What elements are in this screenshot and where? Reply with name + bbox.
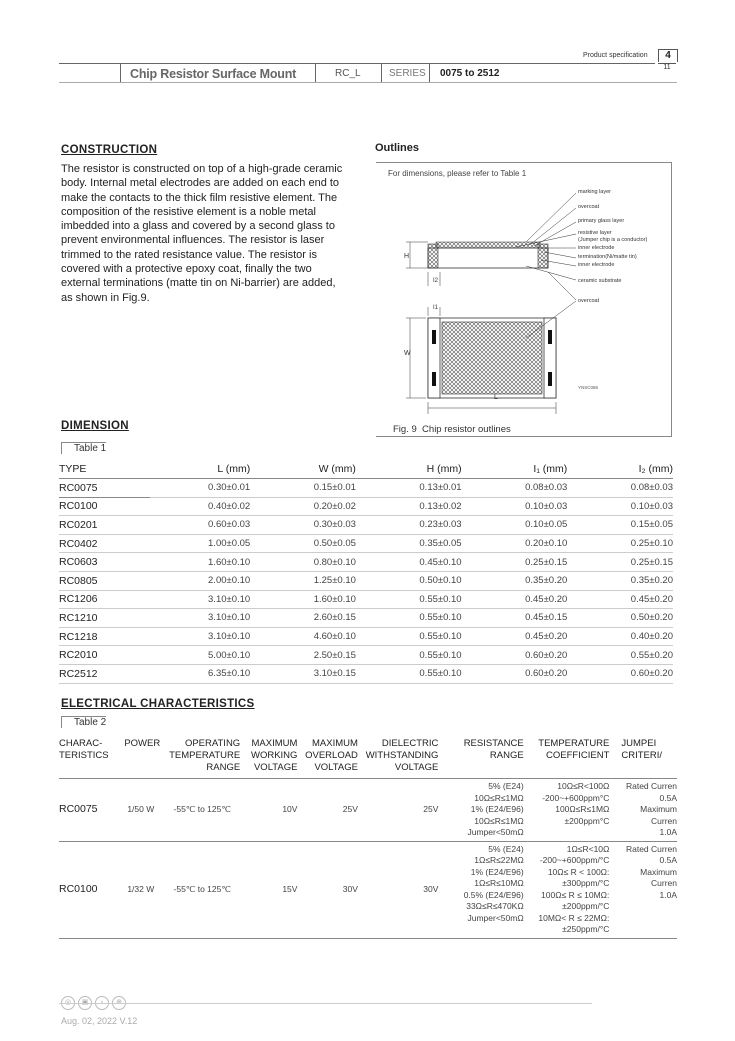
tcr-line: 100Ω≤R≤1MΩ bbox=[555, 804, 610, 814]
col-type: TYPE bbox=[59, 460, 150, 479]
col-h: H (mm) bbox=[356, 460, 462, 479]
dimension-cell: 0.60±0.20 bbox=[567, 664, 673, 683]
header-line: RESISTANCE bbox=[463, 738, 524, 749]
dimension-cell: 3.10±0.15 bbox=[250, 664, 356, 683]
type-cell: RC2512 bbox=[59, 664, 150, 683]
type-cell: RC1218 bbox=[59, 627, 150, 646]
dimension-cell: 0.45±0.20 bbox=[567, 590, 673, 609]
dimension-cell: 2.00±0.10 bbox=[150, 571, 251, 590]
dimension-cell: 0.55±0.10 bbox=[356, 627, 462, 646]
resistance-cell bbox=[442, 779, 527, 842]
label-ceramic-substrate: ceramic substrate bbox=[578, 278, 622, 284]
column-header bbox=[442, 736, 527, 779]
table-row bbox=[59, 664, 673, 683]
dimension-cell: 0.55±0.10 bbox=[356, 609, 462, 628]
header-line: VOLTAGE bbox=[394, 762, 439, 773]
col-l: L (mm) bbox=[150, 460, 251, 479]
column-header bbox=[244, 736, 301, 779]
dimension-cell: 0.23±0.03 bbox=[356, 516, 462, 535]
col-w: W (mm) bbox=[250, 460, 356, 479]
dimension-cell: 0.08±0.03 bbox=[462, 479, 568, 498]
power-cell: 1/50 W bbox=[121, 779, 164, 842]
label-inner-electrode: inner electrode bbox=[578, 245, 615, 251]
header-line: RANGE bbox=[489, 750, 524, 761]
column-header bbox=[301, 736, 361, 779]
type-cell: RC0402 bbox=[59, 534, 150, 553]
dimension-cell: 0.45±0.20 bbox=[462, 590, 568, 609]
resistance-line: 1Ω≤R≤22MΩ bbox=[474, 855, 524, 865]
header-line: DIELECTRIC bbox=[381, 738, 439, 749]
dimension-cell: 0.20±0.10 bbox=[462, 534, 568, 553]
column-header bbox=[528, 736, 614, 779]
jumper-line: Curren bbox=[651, 815, 677, 826]
header-line: CHARAC- bbox=[59, 738, 103, 749]
dimension-cell: 0.08±0.03 bbox=[567, 479, 673, 498]
dielectric-cell: 25V bbox=[362, 779, 442, 842]
dimension-cell: 2.60±0.15 bbox=[250, 609, 356, 628]
temp-cell: -55℃ to 125℃ bbox=[164, 841, 244, 938]
column-header bbox=[59, 736, 121, 779]
certification-mark-icon: ◎ bbox=[61, 996, 75, 1010]
dimension-table bbox=[59, 460, 673, 684]
header-divider bbox=[381, 63, 382, 82]
jumper-line: Rated Curren bbox=[625, 843, 677, 854]
construction-text: The resistor is constructed on top of a high-grade ceramic body. Internal metal electrodes are added on each end to make the contacts to the thick film resistive element. The composition of the resistive element is a noble metal imbedded into a glass and covered by a second glass to prevent environmental influences. The resistor is laser trimmed to the rated resistance value. The resistor is covered with a protective epoxy coat, finally the two external terminations (matte tin on Ni-barrier) are added, as shown in Fig.9. bbox=[61, 163, 343, 304]
jumper-line: 1.0A bbox=[659, 827, 677, 837]
table-row bbox=[59, 479, 673, 498]
header-line: OVERLOAD bbox=[305, 750, 358, 761]
construction-heading: CONSTRUCTION bbox=[61, 144, 158, 156]
figure-caption bbox=[393, 424, 511, 435]
label-marking-layer: marking layer bbox=[578, 189, 612, 195]
jumper-line: 0.5A bbox=[659, 855, 677, 865]
dimension-cell: 0.35±0.05 bbox=[356, 534, 462, 553]
type-cell: RC2010 bbox=[59, 646, 150, 665]
dimension-cell: 0.10±0.05 bbox=[462, 516, 568, 535]
table-row bbox=[59, 497, 673, 516]
series-label: SERIES bbox=[389, 68, 426, 79]
table-row bbox=[59, 571, 673, 590]
certification-mark-icon: ▣ bbox=[78, 996, 92, 1010]
footer-rule bbox=[59, 1003, 592, 1004]
header-line: CRITERI/ bbox=[621, 750, 663, 761]
dimension-cell: 0.15±0.05 bbox=[567, 516, 673, 535]
overload-cell: 30V bbox=[301, 841, 361, 938]
resistance-line: Jumper<50mΩ bbox=[467, 827, 524, 837]
dimension-cell: 0.60±0.20 bbox=[462, 664, 568, 683]
figure-number: Fig. 9 bbox=[393, 424, 417, 435]
col-i2: I₂ (mm) bbox=[567, 460, 673, 479]
electrical-heading: ELECTRICAL CHARACTERISTICS bbox=[61, 698, 255, 710]
revision-date: Aug. 02, 2022 V.12 bbox=[61, 1016, 138, 1026]
dimension-cell: 3.10±0.10 bbox=[150, 590, 251, 609]
type-cell: RC0201 bbox=[59, 516, 150, 535]
dimension-cell: 0.55±0.10 bbox=[356, 664, 462, 683]
tcr-line: -200~+600ppm°C bbox=[542, 792, 610, 803]
resistance-line: 5% (E24) bbox=[488, 843, 524, 854]
header-line: TEMPERATURE bbox=[169, 750, 241, 761]
label-primary-glass: primary glass layer bbox=[578, 218, 625, 224]
dim-w-label: W bbox=[404, 350, 411, 357]
dimension-cell: 6.35±0.10 bbox=[150, 664, 251, 683]
resistance-line: 1Ω≤R≤10MΩ bbox=[474, 878, 524, 888]
table2-label: Table 2 bbox=[61, 716, 106, 728]
dimension-cell: 0.40±0.20 bbox=[567, 627, 673, 646]
dimension-heading: DIMENSION bbox=[61, 420, 129, 432]
page-number: 4 bbox=[658, 49, 678, 62]
tcr-line: 1Ω≤R<10Ω bbox=[566, 843, 610, 854]
column-header bbox=[613, 736, 677, 779]
header-bottom-rule bbox=[59, 82, 677, 83]
resistance-line: 33Ω≤R≤470KΩ bbox=[466, 901, 524, 911]
dimension-cell: 0.80±0.10 bbox=[250, 553, 356, 572]
tcr-line: 10Ω≤R<100Ω bbox=[557, 781, 610, 791]
dimension-cell: 0.10±0.03 bbox=[462, 497, 568, 516]
chip-resistor-diagram bbox=[376, 162, 672, 436]
tcr-line: -200~+600ppm/°C bbox=[539, 855, 610, 865]
header-divider bbox=[315, 63, 316, 82]
header-line: RANGE bbox=[206, 762, 241, 773]
column-header bbox=[362, 736, 442, 779]
header-line: MAXIMUM bbox=[251, 738, 298, 749]
dimension-cell: 0.30±0.01 bbox=[150, 479, 251, 498]
dimension-cell: 0.13±0.02 bbox=[356, 497, 462, 516]
header-line: TEMPERATURE bbox=[538, 738, 610, 749]
total-pages: 11 bbox=[658, 63, 676, 71]
working-cell: 15V bbox=[244, 841, 301, 938]
figure-code: YNSC086 bbox=[578, 385, 599, 390]
dimension-cell: 0.25±0.15 bbox=[462, 553, 568, 572]
certification-mark-icon: ♁ bbox=[95, 996, 109, 1010]
tcr-line: ±200ppm°C bbox=[564, 815, 610, 826]
dimension-cell: 0.13±0.01 bbox=[356, 479, 462, 498]
spec-label: Product specification bbox=[583, 52, 648, 59]
tcr-line: 10MΩ< R ≤ 22MΩ: bbox=[538, 912, 610, 923]
type-cell: RC0805 bbox=[59, 571, 150, 590]
header-line: WORKING bbox=[250, 750, 298, 761]
figure-caption-text: Chip resistor outlines bbox=[422, 424, 511, 435]
label-termination: termination(Ni/matte tin) bbox=[578, 254, 637, 260]
type-cell: RC1206 bbox=[59, 590, 150, 609]
dimension-cell: 1.60±0.10 bbox=[250, 590, 356, 609]
certification-mark-icon: ⊕ bbox=[112, 996, 126, 1010]
header-line: POWER bbox=[124, 738, 161, 749]
table-row bbox=[59, 590, 673, 609]
tcr-cell bbox=[528, 779, 614, 842]
dimension-cell: 4.60±0.10 bbox=[250, 627, 356, 646]
header-line: COEFFICIENT bbox=[546, 750, 610, 761]
resistance-line: 10Ω≤R≤1MΩ bbox=[474, 815, 524, 826]
dimension-cell: 1.00±0.05 bbox=[150, 534, 251, 553]
jumper-line: Curren bbox=[651, 878, 677, 888]
type-cell: RC0075 bbox=[59, 779, 121, 842]
dim-h-label: H bbox=[404, 253, 410, 260]
dimension-cell: 0.55±0.10 bbox=[356, 646, 462, 665]
label-inner-electrode-2: inner electrode bbox=[578, 262, 615, 268]
dim-i1-label: I1 bbox=[433, 305, 439, 311]
dimension-cell: 3.10±0.10 bbox=[150, 627, 251, 646]
table-row bbox=[59, 646, 673, 665]
header-line: OPERATING bbox=[184, 738, 241, 749]
dimension-cell: 0.25±0.10 bbox=[567, 534, 673, 553]
figure-note: For dimensions, please refer to Table 1 bbox=[388, 169, 527, 178]
header-line: JUMPEI bbox=[621, 738, 657, 749]
dimension-cell: 0.20±0.02 bbox=[250, 497, 356, 516]
col-i1: I₁ (mm) bbox=[462, 460, 568, 479]
dimension-cell: 0.30±0.03 bbox=[250, 516, 356, 535]
overload-cell: 25V bbox=[301, 779, 361, 842]
header-line: WITHSTANDING bbox=[365, 750, 439, 761]
outlines-heading: Outlines bbox=[375, 142, 420, 154]
header-divider bbox=[120, 63, 121, 82]
dimension-cell: 0.50±0.05 bbox=[250, 534, 356, 553]
dim-i2-label: I2 bbox=[433, 278, 439, 284]
electrical-table bbox=[59, 736, 677, 939]
dimension-cell: 0.45±0.15 bbox=[462, 609, 568, 628]
temp-cell: -55℃ to 125℃ bbox=[164, 779, 244, 842]
label-overcoat: overcoat bbox=[578, 204, 600, 210]
table-row bbox=[59, 779, 677, 842]
dimension-cell: 0.55±0.20 bbox=[567, 646, 673, 665]
tcr-line: ±200ppm/°C bbox=[562, 901, 610, 911]
header-line: VOLTAGE bbox=[314, 762, 358, 773]
dimension-cell: 0.50±0.20 bbox=[567, 609, 673, 628]
jumper-cell bbox=[613, 841, 677, 938]
dimension-cell: 2.50±0.15 bbox=[250, 646, 356, 665]
resistance-line: 1% (E24/E96) bbox=[470, 866, 524, 877]
resistance-cell bbox=[442, 841, 527, 938]
jumper-line: Maximum bbox=[640, 866, 677, 877]
resistance-line: 0.5% (E24/E96) bbox=[463, 889, 524, 900]
tcr-cell bbox=[528, 841, 614, 938]
dimension-cell: 0.25±0.15 bbox=[567, 553, 673, 572]
dimension-cell: 0.15±0.01 bbox=[250, 479, 356, 498]
column-header bbox=[164, 736, 244, 779]
table-header-row bbox=[59, 736, 677, 779]
jumper-line: 0.5A bbox=[659, 792, 677, 803]
jumper-cell bbox=[613, 779, 677, 842]
dimension-cell: 0.45±0.10 bbox=[356, 553, 462, 572]
type-cell: RC0100 bbox=[59, 841, 121, 938]
product-code: RC_L bbox=[335, 68, 361, 79]
header-line: MAXIMUM bbox=[312, 738, 358, 749]
dim-l-label: L bbox=[494, 394, 498, 401]
table-row bbox=[59, 609, 673, 628]
resistance-line: Jumper<50mΩ bbox=[467, 912, 524, 923]
dimension-cell: 0.10±0.03 bbox=[567, 497, 673, 516]
dimension-cell: 5.00±0.10 bbox=[150, 646, 251, 665]
table1-label: Table 1 bbox=[61, 442, 106, 454]
dimension-cell: 3.10±0.10 bbox=[150, 609, 251, 628]
resistance-line: 1% (E24/E96) bbox=[470, 804, 524, 814]
dimension-cell: 0.35±0.20 bbox=[567, 571, 673, 590]
dimension-cell: 0.45±0.20 bbox=[462, 627, 568, 646]
dimension-cell: 1.60±0.10 bbox=[150, 553, 251, 572]
dimension-cell: 0.60±0.20 bbox=[462, 646, 568, 665]
tcr-line: 10Ω≤ R < 100Ω: bbox=[547, 866, 610, 877]
table-row bbox=[59, 534, 673, 553]
dielectric-cell: 30V bbox=[362, 841, 442, 938]
type-cell: RC0100 bbox=[59, 497, 150, 516]
power-cell: 1/32 W bbox=[121, 841, 164, 938]
dimension-cell: 0.60±0.03 bbox=[150, 516, 251, 535]
resistance-line: 5% (E24) bbox=[488, 781, 524, 791]
jumper-line: Maximum bbox=[640, 804, 677, 814]
type-cell: RC0603 bbox=[59, 553, 150, 572]
dimension-cell: 0.35±0.20 bbox=[462, 571, 568, 590]
type-cell: RC1210 bbox=[59, 609, 150, 628]
table-row bbox=[59, 516, 673, 535]
dimension-cell: 1.25±0.10 bbox=[250, 571, 356, 590]
header-rule bbox=[59, 63, 655, 64]
jumper-line: Rated Curren bbox=[625, 781, 677, 791]
table-row bbox=[59, 553, 673, 572]
header-line: VOLTAGE bbox=[253, 762, 298, 773]
series-range: 0075 to 2512 bbox=[440, 68, 500, 79]
type-cell: RC0075 bbox=[59, 479, 150, 498]
resistance-line: 10Ω≤R≤1MΩ bbox=[474, 792, 524, 803]
label-jumper-note: (Jumper chip is a conductor) bbox=[578, 237, 648, 243]
header-line: TERISTICS bbox=[59, 750, 109, 761]
table-row bbox=[59, 627, 673, 646]
table-row bbox=[59, 841, 677, 938]
label-resistive-layer: resistive layer bbox=[578, 230, 612, 236]
document-title: Chip Resistor Surface Mount bbox=[130, 67, 297, 81]
dimension-cell: 0.55±0.10 bbox=[356, 590, 462, 609]
dimension-cell: 0.40±0.02 bbox=[150, 497, 251, 516]
tcr-line: 100Ω≤ R ≤ 10MΩ: bbox=[541, 889, 610, 900]
header-divider bbox=[429, 63, 430, 82]
table-header-row bbox=[59, 460, 673, 479]
working-cell: 10V bbox=[244, 779, 301, 842]
tcr-line: ±250ppm/°C bbox=[562, 924, 610, 934]
jumper-line: 1.0A bbox=[659, 889, 677, 900]
dimension-cell: 0.50±0.10 bbox=[356, 571, 462, 590]
tcr-line: ±300ppm/°C bbox=[562, 878, 610, 888]
column-header bbox=[121, 736, 164, 779]
label-overcoat-2: overcoat bbox=[578, 298, 600, 304]
